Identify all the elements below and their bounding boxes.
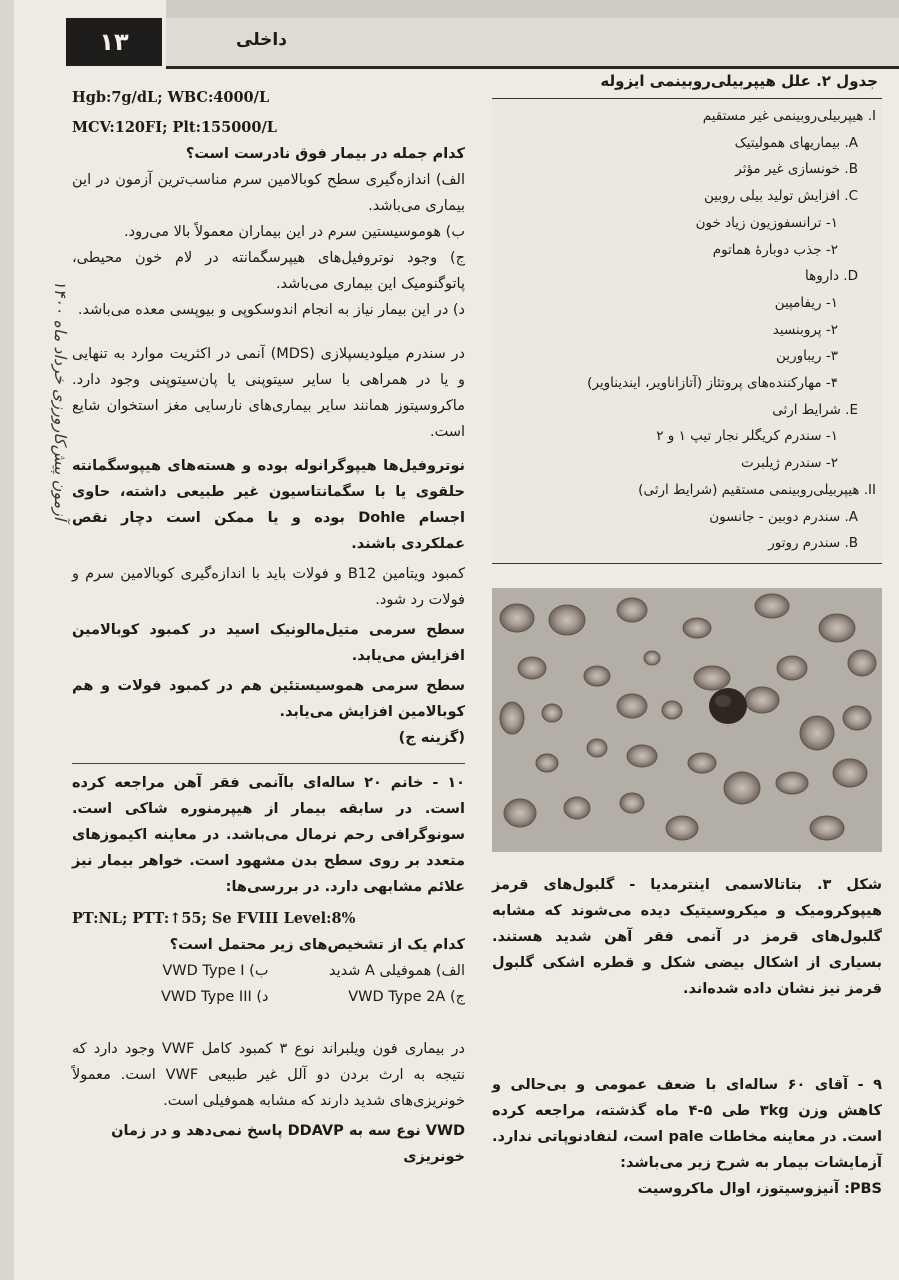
top-shade (166, 0, 899, 18)
side-running-text: آزمون پیش‌کارورزی خرداد ماه ۱۴۰۰ (51, 279, 70, 521)
lab-values-1: Hgb:7g/dL; WBC:4000/L (72, 89, 270, 106)
figure-caption: شکل ۳. بتاتالاسمی اینترمدیا - گلبول‌های قرمز هیپوکرومیک و میکروسیتیک دیده می‌شوند که مشابه گلبول‌های قرمز در آنمی فقر آهن شدید هستند. بسیاری از اشکال بیضی شکل و قطره اشکی گلبول قرمز نیز نشان داده شده‌اند. (492, 876, 883, 997)
table-row: ۱- ریفامپین (774, 294, 838, 311)
answer-para-2: نوتروفیل‌ها هیپوگرانوله بوده و هسته‌های هیپوسگمانته حلقوی یا با سگمانتاسیون غیر طبیعی داشته، حاوی اجسام Dohle بوده و یا ممکن است دچار نقص عملکردی باشند. (72, 458, 465, 552)
page (14, 0, 899, 1280)
table-row: ۴- مهارکننده‌های پروتئاز (آتازاناویر، ایندیناویر) (587, 375, 838, 392)
lab-values-2: MCV:120FI; Plt:155000/L (72, 119, 277, 136)
table-row: ۲- سندرم ژیلبرت (740, 455, 838, 472)
table-row: B. خونسازی غیر مؤثر (735, 161, 858, 178)
lab-values-3: PT:NL; PTT:↑55; Se FVIII Level:8% (72, 910, 356, 927)
page-number: ۱۳ (66, 18, 162, 66)
blood-smear-image (492, 588, 882, 852)
table-row: A. سندرم دوبین - جانسون (709, 508, 858, 525)
table-row: ۱- ترانسفوزیون زیاد خون (695, 214, 838, 231)
table-row: II. هیپربیلی‌روبینمی مستقیم (شرایط ارثی) (638, 481, 876, 498)
table-row: D. داروها (804, 268, 858, 285)
answer-para-8: VWD نوع سه به DDAVP پاسخ نمی‌دهد و در زمان خونریزی (111, 1123, 465, 1165)
answer-para-1: در سندرم میلودیسپلازی (MDS) آنمی در اکثریت موارد به تنهایی و یا در همراهی با سایر سیتوپنی یا پان‌سیتوپنی وجود دارد. ماکروسیتوز همانند سایر بیماری‌های نارسایی مغز استخوان شایع است. (72, 346, 465, 440)
q10-option-a: الف) هموفیلی A شدید (329, 963, 465, 979)
answer-para-5: سطح سرمی هموسیستئین هم در کمبود فولات و هم کوبالامین افزایش می‌یابد. (72, 678, 465, 720)
question-text: کدام جمله در بیمار فوق نادرست است؟ (185, 146, 465, 162)
option-c: ج) وجود نوتروفیل‌های هیپرسگمانته در لام خون محیطی، پاتوگنومیک این بیماری می‌باشد. (72, 250, 465, 292)
table-row: E. شرایط ارثی (772, 401, 858, 418)
table-row: B. سندرم روتور (768, 535, 858, 552)
table-row: ۱- سندرم کریگلر نجار تیپ ۱ و ۲ (656, 428, 838, 445)
section-title: داخلی (236, 30, 287, 50)
header-bar (166, 18, 899, 69)
q10-option-d: د) VWD Type III (160, 989, 269, 1005)
q10-option-b: ب) VWD Type I (162, 963, 269, 979)
question-10-options (72, 958, 465, 1010)
table-row: ۲- پروبنسید (772, 321, 838, 338)
option-a: الف) اندازه‌گیری سطح کوبالامین سرم مناسب‌ترین آزمون در این بیماری می‌باشد. (72, 172, 465, 214)
option-b: ب) هوموسیستین سرم در این بیماران معمولاً بالا می‌رود. (124, 224, 465, 240)
question-9: ۹ - آقای ۶۰ ساله‌ای با ضعف عمومی و بی‌حالی و کاهش وزن ۳kg طی ۵-۴ ماه گذشته، مراجعه کرده است. در معاینه مخاطات pale است، لنفادنوپاتی ندارد. آزمایشات بیمار به شرح زیر می‌باشد: (492, 1076, 882, 1171)
table-row: I. هیپربیلی‌روبینمی غیر مستقیم (702, 108, 876, 124)
answer-para-4: سطح سرمی متیل‌مالونیک اسید در کمبود کوبالامین افزایش می‌یابد. (72, 622, 465, 664)
question-10: ۱۰ - خانم ۲۰ ساله‌ای باآنمی فقر آهن مراجعه کرده است. در سابقه بیمار از هیپرمنوره شاکی است. سونوگرافی رحم نرمال می‌باشد. در معاینه اکیموزهای متعدد بر روی سطح بدن مشهود است. خواهر بیمار نیز علائم مشابهی دارد. در بررسی‌ها: (72, 775, 466, 895)
left-column (72, 85, 465, 1170)
right-column (492, 68, 882, 1202)
q10-option-c: ج) VWD Type 2A (348, 989, 465, 1005)
blood-smear-photo (492, 588, 882, 852)
table-title: جدول ۲. علل هیپربیلی‌روبینمی ایزوله (600, 72, 878, 90)
answer-choice: (گزینه ج) (398, 730, 465, 746)
causes-table (492, 98, 882, 564)
question-10-prompt: کدام یک از تشخیص‌های زیر محتمل است؟ (169, 937, 465, 953)
pbs-result: PBS: آنیزوسیتوز، اوال ماکروسیت (637, 1180, 882, 1197)
table-row: ۳- ریباورین (776, 348, 838, 365)
table-row: A. بیماریهای همولیتیک (734, 134, 858, 151)
option-d: د) در این بیمار نیاز به انجام اندوسکوپی و بیوپسی معده می‌باشد. (77, 302, 465, 318)
answer-para-7: در بیماری فون ویلبراند نوع ۳ کمبود کامل VWF وجود دارد که نتیجه به ارث بردن دو آلل غیر طبیعی VWF است. معمولاً خونریزی‌های شدید دارند که مشابه هموفیلی است. (72, 1041, 465, 1109)
table-row: ۲- جذب دوبارهٔ هماتوم (712, 241, 838, 258)
answer-para-3: کمبود ویتامین B12 و فولات باید با اندازه‌گیری کوبالامین سرم و فولات رد شود. (72, 566, 465, 608)
divider (72, 763, 465, 764)
table-row: C. افزایش تولید بیلی روبین (704, 188, 858, 205)
